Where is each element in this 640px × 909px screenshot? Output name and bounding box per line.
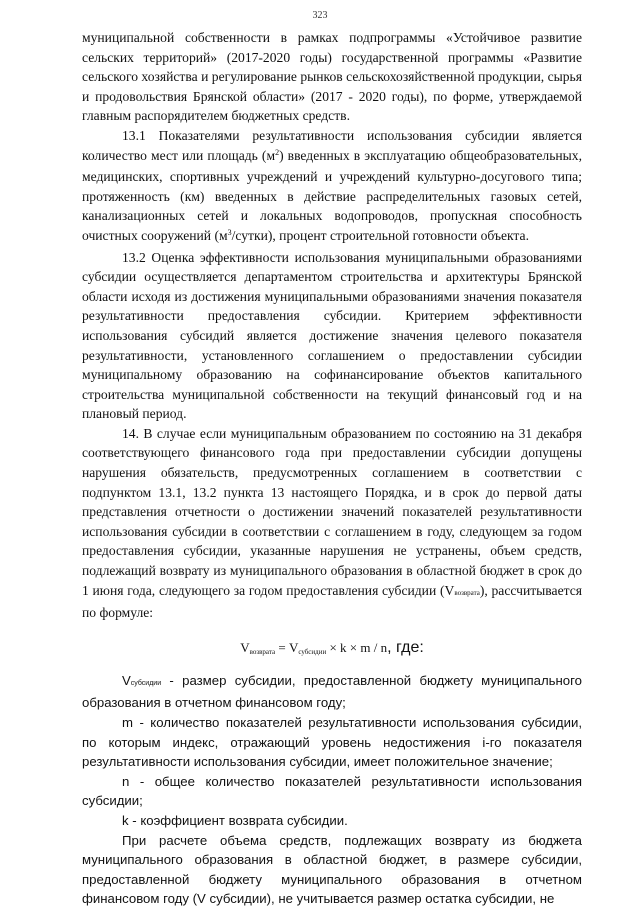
paragraph-14 [82, 424, 582, 623]
paragraph-continuation: муниципальной собственности в рамках подпрограммы «Устойчивое развитие сельских территорий» (2017-2020 годы) государственной программы «Развитие сельского хозяйства и регулирование рынков сельскохозяйственной продукции, сырья и продовольствия Брянской области» (2017 - 2020 годы), по форме, утверждаемой главным распорядителем бюджетных средств. [82, 30, 582, 124]
formula-v-subscript: возврата [249, 647, 276, 656]
definition-v-text: - размер субсидии, предоставленной бюджету муниципального образования в отчетном финансовом году; [82, 672, 582, 711]
superscript-3: 3 [227, 227, 232, 237]
paragraph-final: При расчете объема средств, подлежащих возврату из бюджета муниципального образования в областной бюджет, в размере субсидии, предоставленной бюджету муниципального образования в отчетном финансовом году (V субсидии), не учитывается размер остатка субсидии, не [82, 832, 582, 907]
definition-v-subscript: субсидии [130, 679, 162, 687]
paragraph-14-text-a: 14. В случае если муниципальным образованием по состоянию на 31 декабря соответствующего финансового года при предоставлении субсидии допущены нарушения обязательств, предусмотренных соглашением в соответствии с подпунктом 13.1, 13.2 пункта 13 настоящего Порядка, и в срок до первой даты представления отчетности о достижении значений показателей результативности использования субсидии в соответствии с соглашением в году, следующем за годом предоставления субсидии, указанные нарушения не устранены, объем средств, подлежащий возврату из муниципального образования в областной бюджет в срок до 1 июня года, следующего за годом предоставления субсидии ( [82, 425, 582, 598]
paragraph-13-1-text-c: /сутки), процент строительной готовности объекта. [231, 227, 529, 243]
paragraph-13-1-text-b: ) введенных в эксплуатацию общеобразовательных, медицинских, спортивных учреждений и учреждений культурно-досугового типа; протяженность (км) введенных в действие распределительных газовых сетей, канализационных сетей и локальных водопроводов, пропускная способность очистных сооружений (м [82, 147, 582, 243]
paragraph-13-1-text-a: 13.1 Показателями результативности использования субсидии является количество мест или площадь (м [82, 127, 582, 163]
definition-n: n - общее количество показателей результативности использования субсидии; [82, 773, 582, 809]
refund-formula [82, 637, 582, 661]
formula-v: V [240, 639, 250, 655]
definition-m: m - количество показателей результативности использования субсидии, по которым индекс, отражающий уровень недостижения i-го показателя результативности использования субсидии, имеет положительное значение; [82, 715, 582, 770]
formula-v2: V [288, 639, 299, 655]
definition-k: k - коэффициент возврата субсидии. [122, 812, 348, 828]
document-body [82, 28, 582, 909]
formula-rest: × k × m / n [326, 639, 388, 655]
paragraph-13-2: 13.2 Оценка эффективности использования муниципальными образованиями субсидии осуществляется департаментом строительства и архитектуры Брянской области исходя из достижения муниципальными образованиями значения показателя результативности предоставления субсидии. Критерием эффективности использования субсидий является достижение значения целевого показателя результативности, установленного соглашением о предоставлении субсидии муниципальному образованию на софинансирование объектов капитального строительства муниципальной собственности на текущий финансовый год и на плановый период. [82, 249, 582, 422]
formula-equals: = [275, 639, 289, 655]
definition-v-subsidy [82, 671, 582, 713]
inline-variable-subscript: возврата [454, 588, 480, 597]
paragraph-13-1 [82, 126, 582, 248]
definition-v-var: V [122, 672, 131, 688]
inline-variable-v: V [444, 582, 455, 598]
formula-where: , где: [387, 638, 424, 656]
page-number: 323 [312, 10, 328, 21]
paragraph-14-text-b: ), рассчитывается по формуле: [82, 582, 582, 621]
superscript-2: 2 [275, 147, 280, 157]
formula-v2-subscript: субсидии [298, 647, 327, 656]
